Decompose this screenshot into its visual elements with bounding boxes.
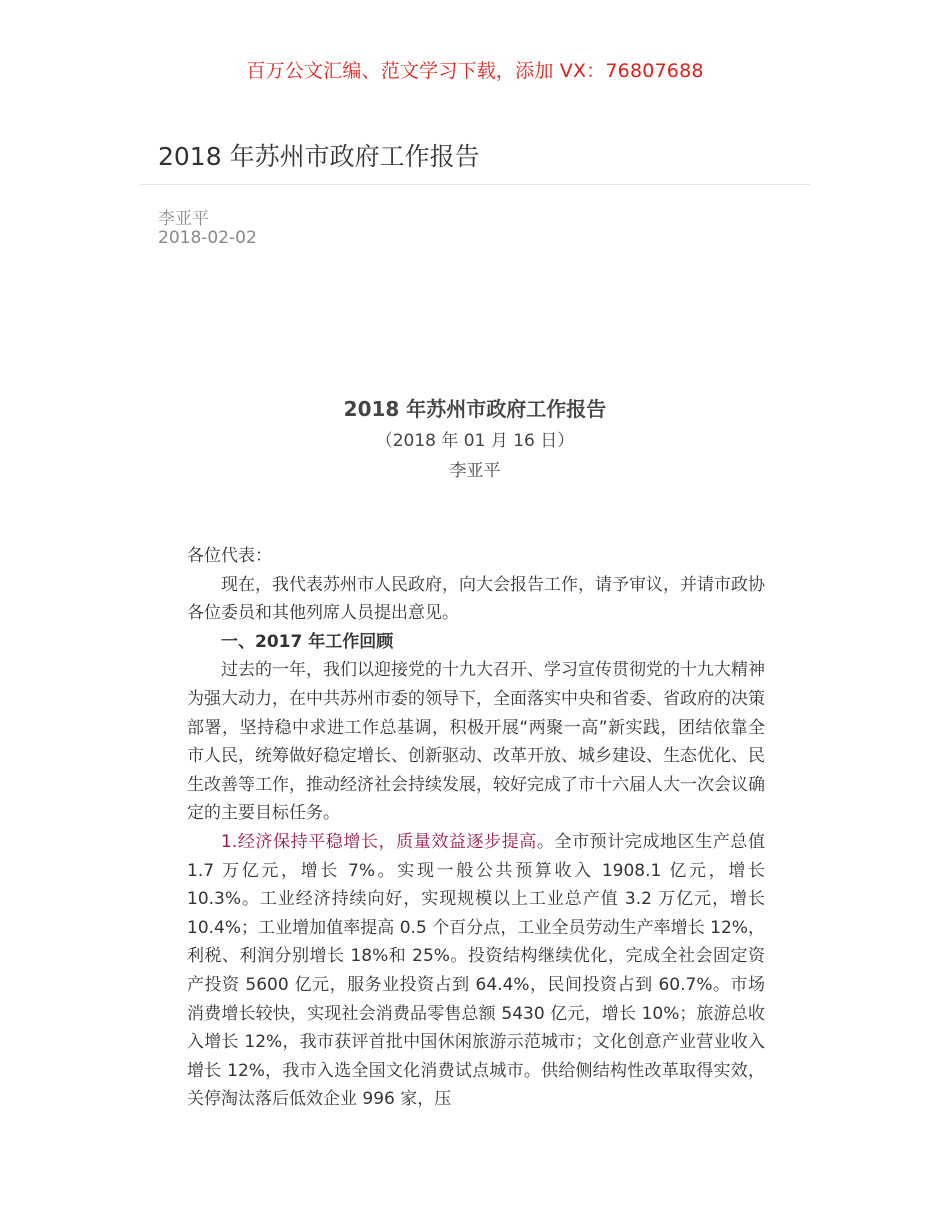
promo-banner: 百万公文汇编、范文学习下载，添加 VX：76807688 — [246, 60, 704, 82]
page-title: 2018 年苏州市政府工作报告 — [158, 142, 480, 171]
intro-paragraph: 现在，我代表苏州市人民政府，向大会报告工作，请予审议，并请市政协各位委员和其他列席人员提出意见。 — [187, 574, 765, 624]
salutation: 各位代表： — [187, 546, 272, 566]
document-date: 2018-02-02 — [158, 228, 257, 248]
point-paragraph — [187, 828, 765, 1114]
report-title: 2018 年苏州市政府工作报告 — [343, 397, 607, 421]
title-divider — [140, 184, 810, 185]
point-heading: 1.经济保持平稳增长，质量效益逐步提高 — [221, 831, 537, 852]
document-author: 李亚平 — [158, 209, 209, 229]
section-heading: 一、2017 年工作回顾 — [221, 631, 394, 652]
point-text: 。全市预计完成地区生产总值 1.7 万亿元，增长 7%。实现一般公共预算收入 1908.1 亿元，增长 10.3%。工业经济持续向好，实现规模以上工业总产值 3.2 万亿元，增长 10.4%；工业增加值率提高 0.5 个百分点，工业全员劳动生产率增长 12%，利税、利润分别增长 18%和 25%。投资结构继续优化，完成全社会固定资产投资 5600 亿元，服务业投资占到 64.4%，民间投资占到 60.7%。市场消费增长较快，实现社会消费品零售总额 5430 亿元，增长 10%；旅游总收入增长 12%，我市获评首批中国休闲旅游示范城市；文化创意产业营业收入增长 12%，我市入选全国文化消费试点城市。供给侧结构性改革取得实效，关停淘汰落后低效企业 996 家，压 — [187, 831, 765, 1110]
report-date: （2018 年 01 月 16 日） — [375, 431, 575, 451]
section-paragraph: 过去的一年，我们以迎接党的十九大召开、学习宣传贯彻党的十九大精神为强大动力，在中共苏州市委的领导下，全面落实中央和省委、省政府的决策部署，坚持稳中求进工作总基调，积极开展“两聚一高”新实践，团结依靠全市人民，统筹做好稳定增长、创新驱动、改革开放、城乡建设、生态优化、民生改善等工作，推动经济社会持续发展，较好完成了市十六届人大一次会议确定的主要目标任务。 — [187, 660, 765, 824]
report-body — [187, 542, 765, 1114]
report-author: 李亚平 — [449, 461, 501, 481]
